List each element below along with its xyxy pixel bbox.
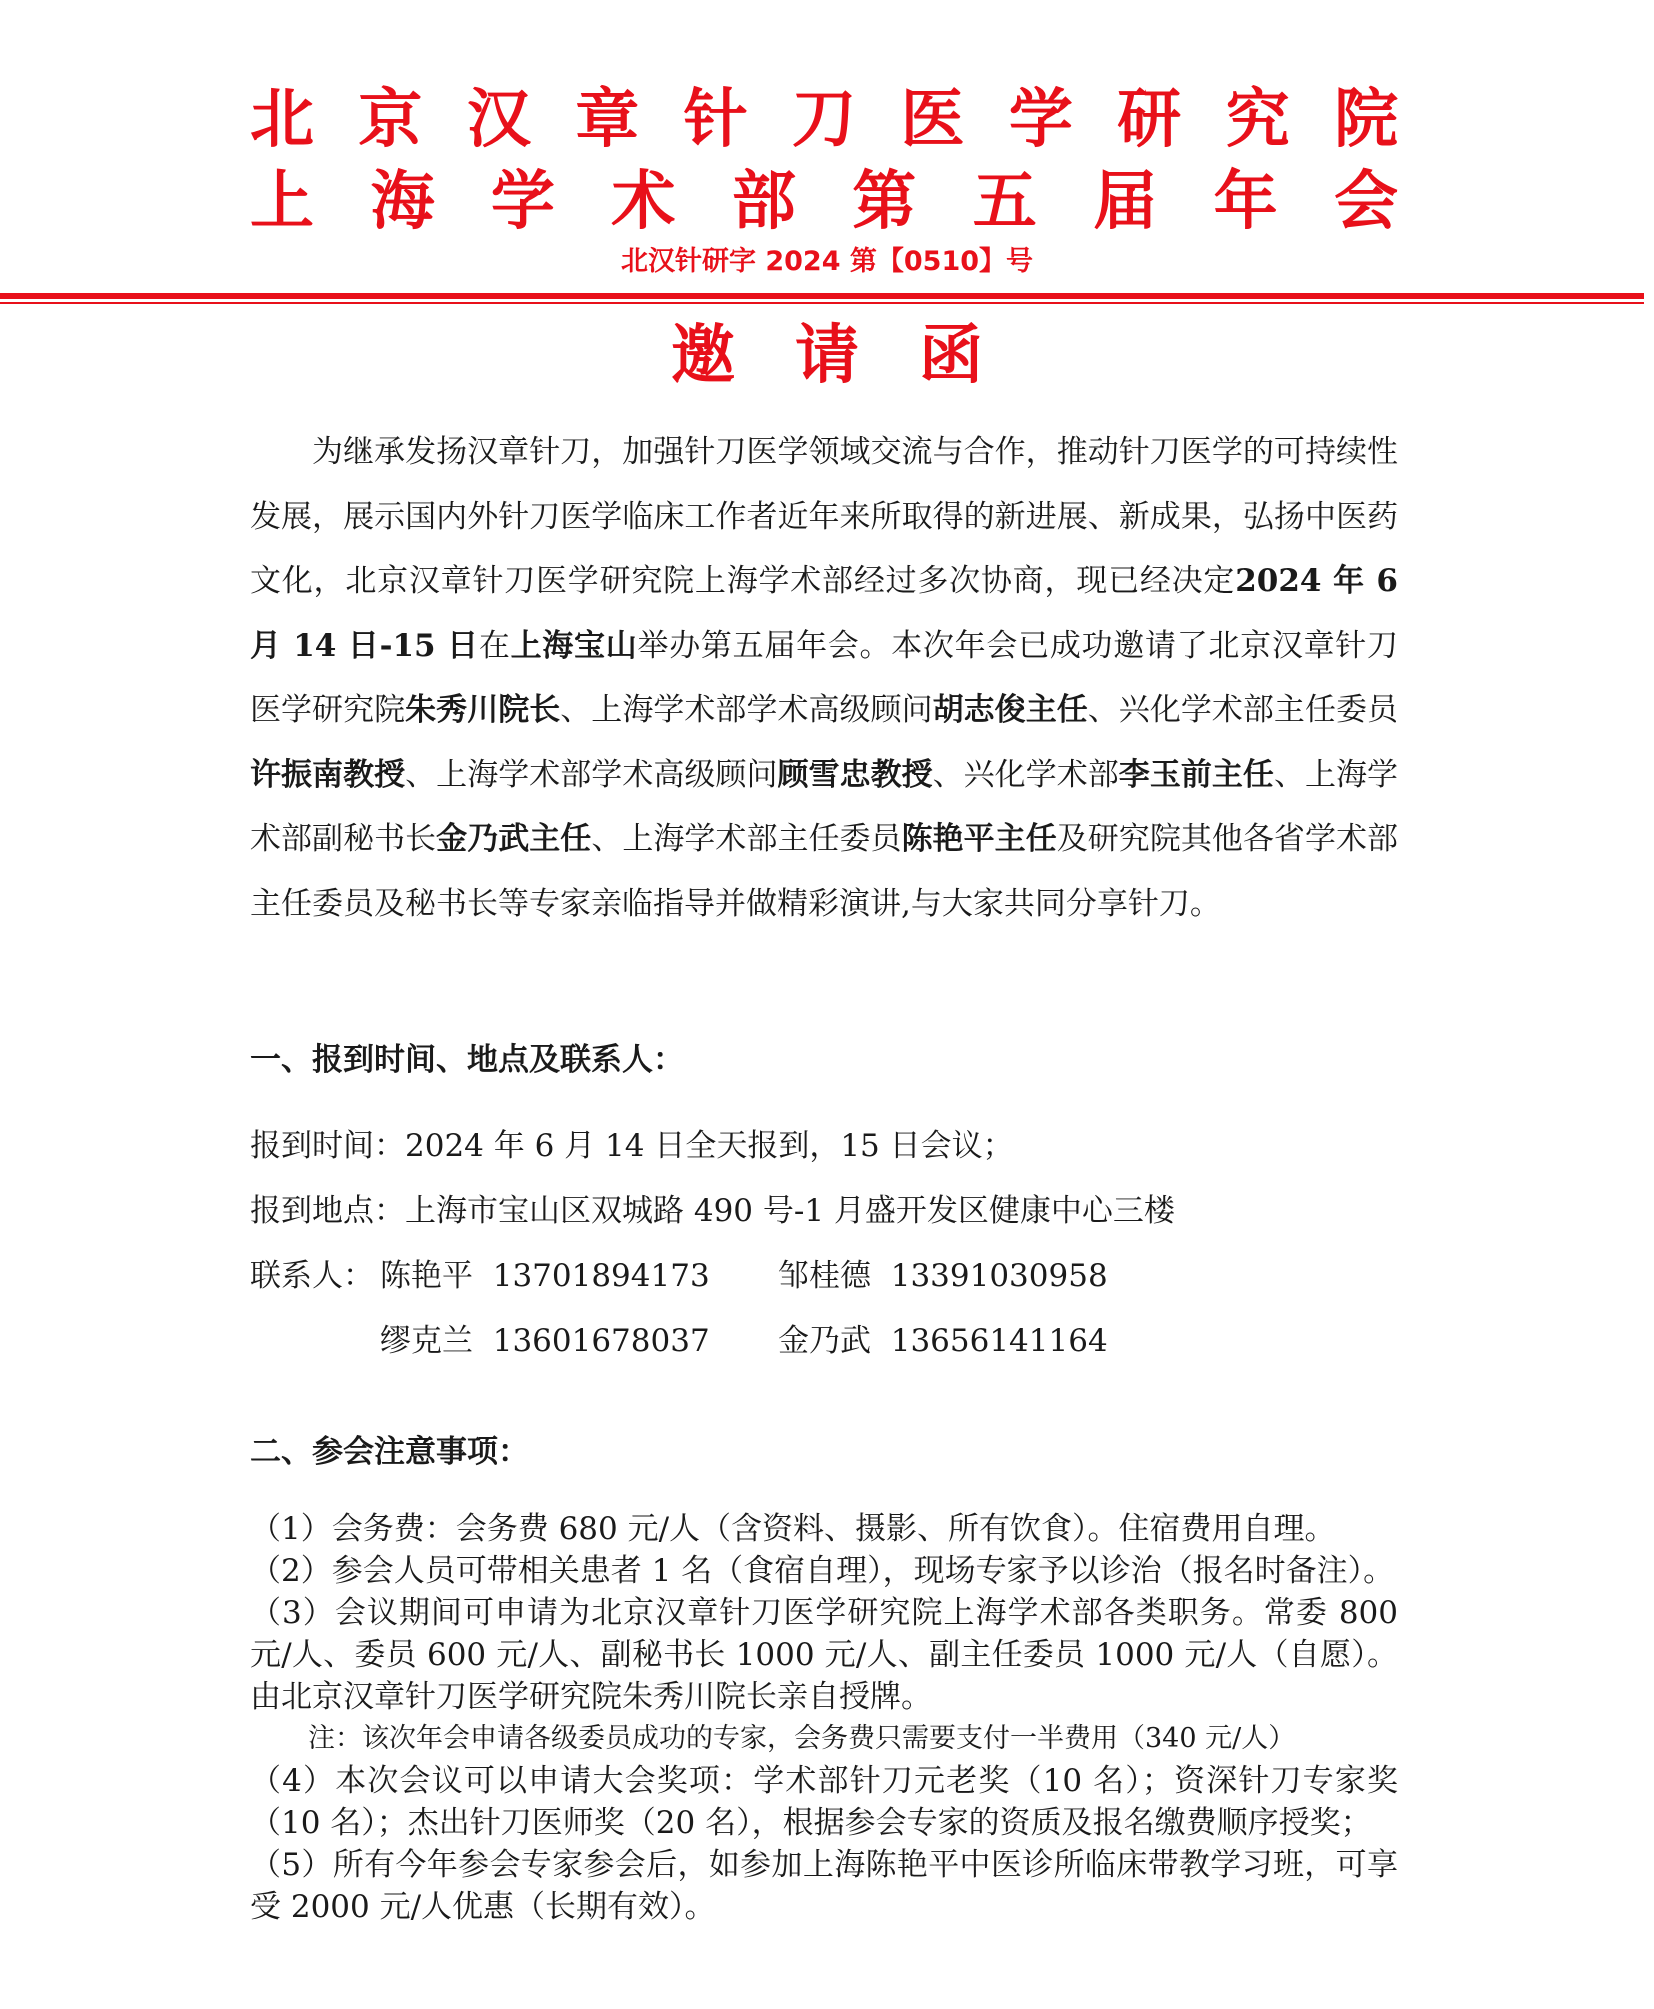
contact-phone: 13656141164: [890, 1323, 1108, 1359]
intro-paragraph: [250, 420, 1398, 936]
contact-phone: 13701894173: [492, 1258, 710, 1294]
header-char: 海: [370, 165, 435, 239]
contact-name: 陈艳平: [380, 1258, 473, 1294]
guest-name: 李玉前主任: [1118, 756, 1274, 793]
note-item: （4）本次会议可以申请大会奖项：学术部针刀元老奖（10 名）；资深针刀专家奖（10 名）；杰出针刀医师奖（20 名），根据参会专家的资质及报名缴费顺序授奖；: [250, 1763, 1398, 1841]
header-char: 医: [900, 83, 965, 157]
intro-text: 、上海学术部主任委员: [591, 821, 902, 857]
guest-name: 许振南教授: [250, 756, 406, 793]
header-char: 刀: [792, 83, 857, 157]
contact-entry: [380, 1321, 710, 1361]
header-char: 京: [358, 83, 423, 157]
header-char: 针: [683, 83, 748, 157]
header-char: 究: [1225, 83, 1290, 157]
contact-phone: 13391030958: [890, 1258, 1108, 1294]
registration-location: 报到地点：上海市宝山区双城路 490 号-1 月盛开发区健康中心三楼: [250, 1193, 1175, 1229]
document-title: 邀请函: [671, 318, 1043, 393]
header-char: 第: [852, 165, 917, 239]
registration-time: 报到时间：2024 年 6 月 14 日全天报到，15 日会议；: [250, 1128, 1014, 1164]
section-heading-registration: 一、报到时间、地点及联系人：: [250, 1042, 684, 1078]
note-item: （2）参会人员可带相关患者 1 名（食宿自理），现场专家予以诊治（报名时备注）。: [250, 1553, 1395, 1589]
header-char: 北: [250, 83, 314, 157]
header-char: 术: [611, 165, 676, 239]
header-char: 上: [250, 165, 314, 239]
header-divider-thick: [0, 293, 1644, 299]
guest-name: 金乃武主任: [436, 821, 592, 857]
header-char: 会: [1334, 165, 1399, 239]
intro-text: 、上海学术部副秘书长: [250, 756, 1399, 857]
header-institute-name: [250, 80, 1398, 160]
contact-name: 缪克兰: [380, 1323, 473, 1359]
intro-text: 、上海学术部学术高级顾问: [560, 692, 933, 728]
contact-phone: 13601678037: [492, 1323, 710, 1359]
guest-name: 陈艳平主任: [901, 821, 1057, 857]
fee-note: 注：该次年会申请各级委员成功的专家，会务费只需要支付一半费用（340 元/人）: [308, 1723, 1296, 1754]
meeting-place: 上海宝山: [510, 627, 638, 664]
header-char: 五: [972, 165, 1037, 239]
guest-name: 顾雪忠教授: [777, 756, 933, 793]
intro-text: 举办第五届年会。本次年会已成功邀请了北京汉章针刀医学研究院: [250, 627, 1399, 728]
header-char: 院: [1334, 83, 1399, 157]
header-char: 学: [1008, 83, 1073, 157]
header-char: 研: [1117, 83, 1182, 157]
header-char: 学: [490, 165, 555, 239]
note-item: （3）会议期间可申请为北京汉章针刀医学研究院上海学术部各类职务。常委 800 元/人、委员 600 元/人、副秘书长 1000 元/人、副主任委员 1000 元/人（自愿）。由北京汉章针刀医学研究院朱秀川院长亲自授牌。: [250, 1595, 1398, 1715]
intro-text: 、上海学术部学术高级顾问: [405, 756, 778, 793]
note-item: （1）会务费：会务费 680 元/人（含资料、摄影、所有饮食）。住宿费用自理。: [250, 1511, 1336, 1547]
note-item: （5）所有今年参会专家参会后，如参加上海陈艳平中医诊所临床带教学习班，可享受 2000 元/人优惠（长期有效）。: [250, 1847, 1398, 1925]
intro-text: 在: [478, 627, 511, 664]
contact-entry: [778, 1321, 1108, 1361]
header-char: 届: [1093, 165, 1158, 239]
document-number: 北汉针研字 2024 第【0510】号: [620, 246, 1034, 277]
header-char: 章: [575, 83, 640, 157]
guest-name: 朱秀川院长: [405, 692, 561, 728]
contact-name: 邹桂德: [778, 1258, 871, 1294]
contact-entry: [778, 1256, 1108, 1296]
header-meeting-name: [250, 162, 1398, 242]
guest-name: 胡志俊主任: [932, 692, 1088, 728]
intro-text: 、兴化学术部主任委员: [1087, 692, 1399, 728]
section-heading-notes: 二、参会注意事项：: [250, 1434, 529, 1470]
contact-entry: [380, 1256, 710, 1296]
contact-name: 金乃武: [778, 1323, 871, 1359]
intro-text: 为继承发扬汉章针刀，加强针刀医学领域交流与合作，推动针刀医学的可持续性发展，展示国内外针刀医学临床工作者近年来所取得的新进展、新成果，弘扬中医药文化，北京汉章针刀医学研究院上海学术部经过多次协商，现已经决定: [250, 434, 1398, 599]
header-char: 部: [731, 165, 796, 239]
intro-text: 及研究院其他各省学术部主任委员及秘书长等专家亲临指导并做精彩演讲,与大家共同分享针刀。: [250, 821, 1399, 922]
header-divider-thin: [0, 302, 1644, 304]
header-char: 汉: [466, 83, 531, 157]
header-char: 年: [1213, 165, 1278, 239]
notes-list: [250, 1508, 1398, 1928]
intro-text: 、兴化学术部: [932, 756, 1119, 793]
contact-label: 联系人：: [250, 1258, 374, 1294]
meeting-date: 2024 年 6 月 14 日-15 日: [250, 563, 1398, 664]
